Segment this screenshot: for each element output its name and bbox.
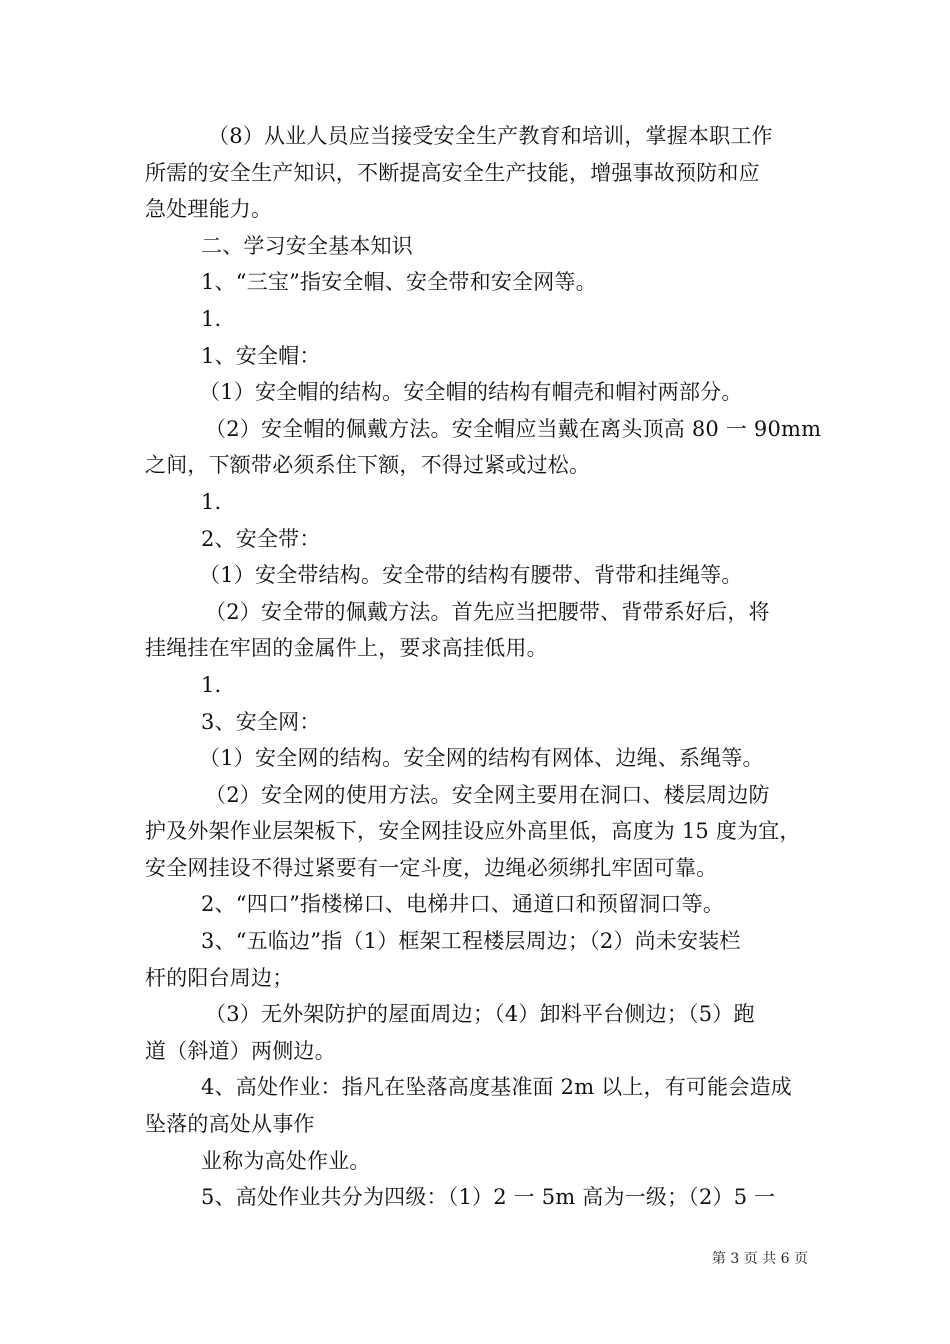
- text-line: 1、“三宝”指安全帽、安全带和安全网等。: [201, 270, 597, 295]
- text-line: （2）安全帽的佩戴方法。安全帽应当戴在离头顶高 80 一 90mm: [205, 416, 822, 441]
- text-line: （3）无外架防护的屋面周边；（4）卸料平台侧边；（5）跑: [205, 1002, 755, 1027]
- text-line: （8）从业人员应当接受安全生产教育和培训，掌握本职工作: [208, 124, 773, 148]
- subsection-heading: 3、安全网：: [201, 709, 321, 734]
- text-line: 安全网挂设不得过紧要有一定斗度，边绳必须绑扎牢固可靠。: [145, 855, 718, 880]
- page-number-footer: 第 3 页 共 6 页: [711, 1251, 808, 1267]
- subsection-heading: 2、安全带：: [201, 526, 321, 551]
- text-line: （1）安全网的结构。安全网的结构有网体、边绳、系绳等。: [199, 746, 764, 771]
- text-line: 2、“四口”指楼梯口、电梯井口、通道口和预留洞口等。: [201, 892, 725, 917]
- text-line: 急处理能力。: [145, 197, 273, 222]
- text-line: 业称为高处作业。: [201, 1148, 371, 1173]
- list-number: 1.: [201, 306, 222, 331]
- text-line: 杆的阳台周边；: [145, 965, 294, 990]
- text-line: （1）安全帽的结构。安全帽的结构有帽壳和帽衬两部分。: [199, 380, 743, 405]
- text-line: 3、“五临边”指（1）框架工程楼层周边；（2）尚未安装栏: [201, 929, 741, 954]
- text-line: 4、高处作业：指凡在坠落高度基准面 2m 以上，有可能会造成: [201, 1075, 792, 1100]
- text-line: 护及外架作业层架板下，安全网挂设应外高里低，高度为 15 度为宜，: [145, 819, 801, 844]
- text-line: （1）安全带结构。安全带的结构有腰带、背带和挂绳等。: [199, 563, 743, 588]
- text-line: 之间，下额带必须系住下额，不得过紧或过松。: [145, 453, 591, 478]
- text-line: （2）安全网的使用方法。安全网主要用在洞口、楼层周边防: [205, 782, 770, 807]
- text-line: 道（斜道）两侧边。: [145, 1038, 336, 1063]
- list-number: 1.: [201, 489, 222, 514]
- document-body: [145, 118, 822, 1216]
- list-number: 1.: [201, 672, 222, 697]
- text-line: 挂绳挂在牢固的金属件上，要求高挂低用。: [145, 636, 548, 661]
- text-line: （2）安全带的佩戴方法。首先应当把腰带、背带系好后，将: [205, 599, 770, 624]
- text-line: 所需的安全生产知识，不断提高安全生产技能，增强事故预防和应: [145, 160, 760, 185]
- subsection-heading: 1、安全帽：: [201, 343, 321, 368]
- text-line: 坠落的高处从事作: [145, 1112, 315, 1137]
- section-heading: 二、学习安全基本知识: [201, 233, 413, 258]
- text-line: 5、高处作业共分为四级：（1）2 一 5m 高为一级；（2）5 一: [201, 1185, 776, 1210]
